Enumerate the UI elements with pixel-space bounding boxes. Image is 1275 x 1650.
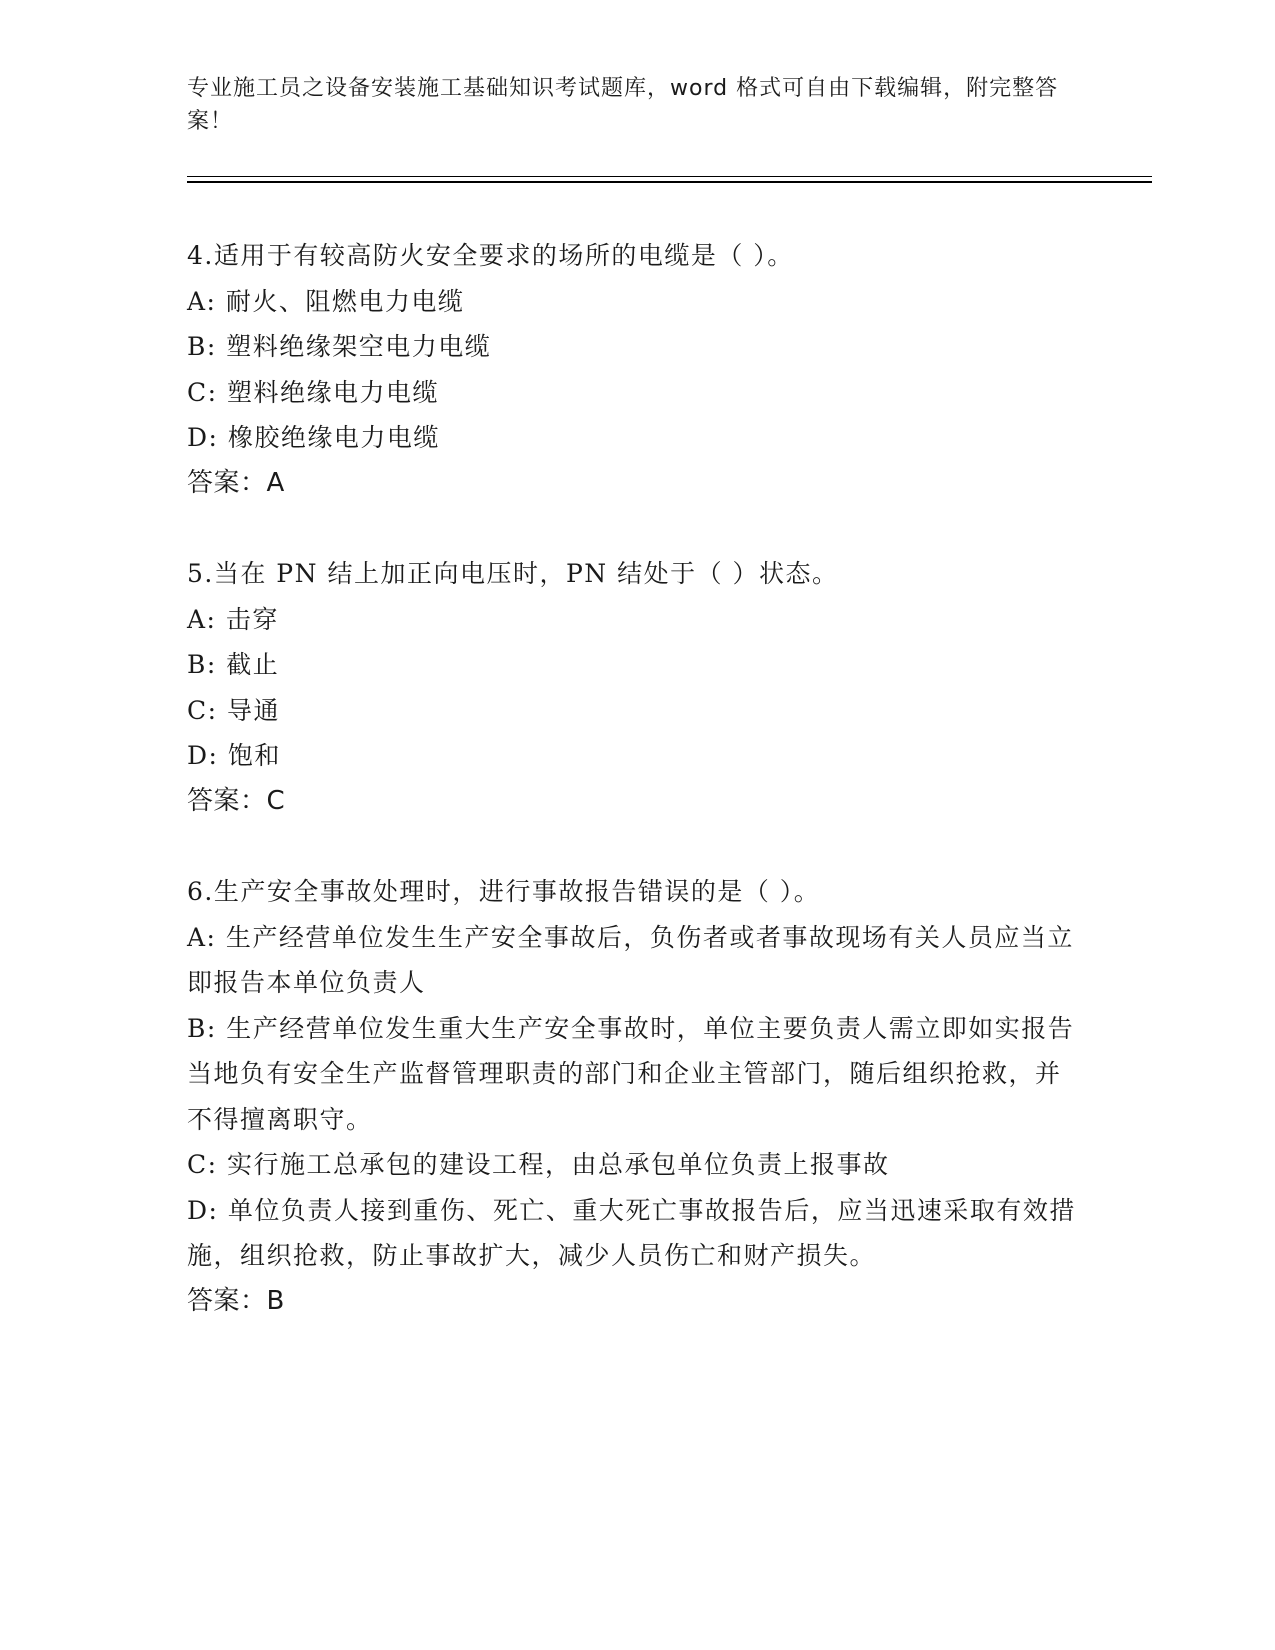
question-5 bbox=[187, 551, 1087, 824]
option-d: D: 单位负责人接到重伤、死亡、重大死亡事故报告后，应当迅速采取有效措施，组织抢救，防止事故扩大，减少人员伤亡和财产损失。 bbox=[187, 1195, 1076, 1270]
document-header: 专业施工员之设备安装施工基础知识考试题库，word 格式可自由下载编辑，附完整答案！ bbox=[187, 76, 1059, 134]
question-stem: 6.生产安全事故处理时，进行事故报告错误的是（ ）。 bbox=[187, 877, 821, 906]
option-a: A: 生产经营单位发生生产安全事故后，负伤者或者事故现场有关人员应当立即报告本单位负责人 bbox=[187, 922, 1074, 997]
option-c: C: 塑料绝缘电力电缆 bbox=[187, 377, 439, 407]
question-stem: 4.适用于有较高防火安全要求的场所的电缆是（ ）。 bbox=[187, 241, 794, 270]
question-stem: 5.当在 PN 结上加正向电压时，PN 结处于（ ）状态。 bbox=[187, 559, 839, 588]
option-b: B: 截止 bbox=[187, 650, 280, 679]
question-6 bbox=[187, 869, 1087, 1324]
option-a: A: 击穿 bbox=[187, 604, 279, 634]
question-4 bbox=[187, 233, 1087, 506]
option-c: C: 导通 bbox=[187, 695, 280, 725]
option-d: D: 橡胶绝缘电力电缆 bbox=[187, 423, 440, 452]
option-c: C: 实行施工总承包的建设工程，由总承包单位负责上报事故 bbox=[187, 1150, 890, 1179]
answer: 答案：A bbox=[187, 467, 285, 498]
option-d: D: 饱和 bbox=[187, 741, 281, 770]
answer: 答案：B bbox=[187, 1285, 285, 1316]
header-divider-thick bbox=[187, 181, 1152, 183]
header-divider-thin bbox=[187, 176, 1152, 177]
answer: 答案：C bbox=[187, 785, 286, 816]
option-b: B: 塑料绝缘架空电力电缆 bbox=[187, 332, 492, 361]
option-b: B: 生产经营单位发生重大生产安全事故时，单位主要负责人需立即如实报告当地负有安全生产监督管理职责的部门和企业主管部门，随后组织抢救，并不得擅离职守。 bbox=[187, 1013, 1075, 1134]
option-a: A: 耐火、阻燃电力电缆 bbox=[187, 286, 465, 316]
